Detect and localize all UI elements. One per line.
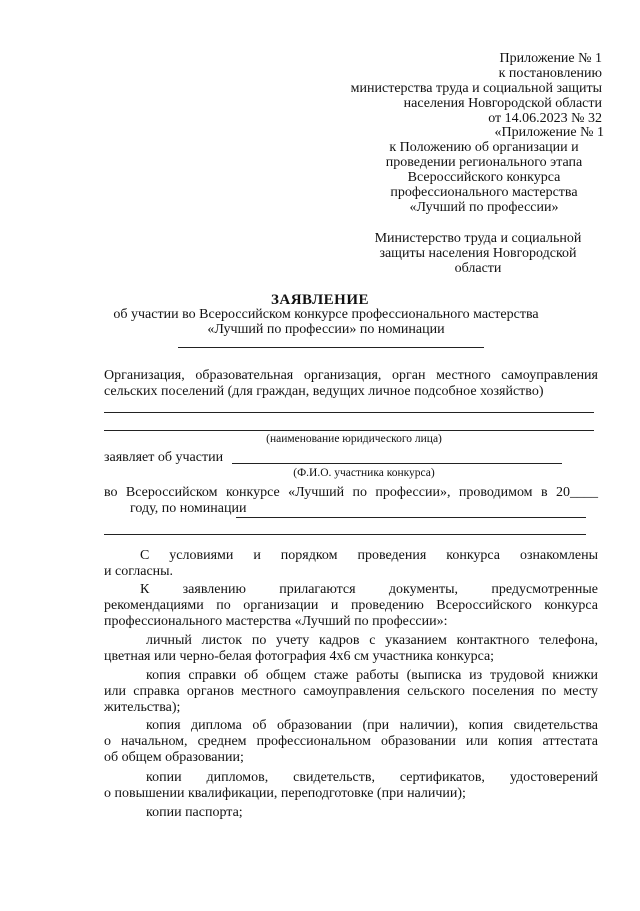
contest-text-2: году, по номинации bbox=[130, 501, 247, 516]
org-line: сельских поселений (для граждан, ведущих личное подсобное хозяйство) bbox=[104, 384, 544, 399]
attachments-intro-3: профессионального мастерства «Лучший по профессии»: bbox=[104, 614, 448, 629]
attachment-item-4 bbox=[146, 770, 598, 786]
organization-text bbox=[104, 368, 598, 384]
item-line: копия справки об общем стаже работы (выписка из трудовой книжки bbox=[146, 668, 598, 683]
attachment-item-5: копии паспорта; bbox=[146, 805, 243, 820]
attachments-line: рекомендациями по организации и проведению Всероссийского конкурса bbox=[104, 598, 598, 613]
item-line: копии дипломов, свидетельств, сертификатов, удостоверений bbox=[146, 770, 598, 785]
regulation-line: «Приложение № 1 bbox=[494, 125, 604, 140]
appendix-line: министерства труда и социальной защиты bbox=[350, 81, 602, 96]
participant-caption: (Ф.И.О. участника конкурса) bbox=[293, 467, 435, 479]
blank-line bbox=[104, 430, 594, 431]
contest-line: во Всероссийском конкурсе «Лучший по профессии», проводимом в 20____ bbox=[104, 485, 598, 500]
document-subtitle bbox=[96, 307, 556, 337]
item-line: или справка органов местного самоуправления сельского поселения по месту bbox=[104, 684, 598, 699]
regulation-line: «Лучший по профессии» bbox=[409, 200, 559, 215]
attachments-intro bbox=[140, 582, 598, 598]
item-line: о начальном, среднем профессиональном образовании или копия аттестата bbox=[104, 734, 598, 749]
attachment-item-1b: цветная или черно-белая фотография 4х6 см участника конкурса; bbox=[104, 649, 495, 664]
blank-line bbox=[104, 412, 594, 413]
subtitle-line: об участии во Всероссийском конкурсе профессионального мастерства bbox=[113, 307, 539, 322]
attachment-item-2 bbox=[146, 668, 598, 684]
addressee-line: Министерство труда и социальной bbox=[374, 231, 582, 246]
nomination-line bbox=[236, 517, 586, 518]
document-title: ЗАЯВЛЕНИЕ bbox=[270, 292, 370, 308]
regulation-line: проведении регионального этапа bbox=[385, 155, 583, 170]
appendix-line: населения Новгородской области bbox=[403, 96, 602, 111]
org-line: Организация, образовательная организация, орган местного самоуправления bbox=[104, 368, 598, 383]
regulation-line: Всероссийского конкурса bbox=[407, 170, 561, 185]
agreement-line: С условиями и порядком проведения конкурса ознакомлены bbox=[140, 548, 598, 563]
subtitle-line: «Лучший по профессии» по номинации bbox=[207, 322, 445, 337]
nomination-blank-line bbox=[178, 347, 484, 348]
regulation-line: профессионального мастерства bbox=[390, 185, 578, 200]
regulation-header bbox=[364, 125, 604, 215]
appendix-line: от 14.06.2023 № 32 bbox=[488, 111, 602, 126]
agreement-text-2: и согласны. bbox=[104, 564, 174, 579]
regulation-line: к Положению об организации и bbox=[389, 140, 579, 155]
attachment-item-3b bbox=[104, 734, 598, 750]
organization-text-2 bbox=[104, 384, 598, 400]
attachments-intro-2 bbox=[104, 598, 598, 614]
addressee-line: области bbox=[454, 261, 502, 276]
declares-label: заявляет об участии bbox=[104, 450, 224, 465]
attachment-item-2b bbox=[104, 684, 598, 700]
legal-entity-caption: (наименование юридического лица) bbox=[266, 433, 442, 445]
contest-text bbox=[104, 485, 598, 501]
appendix-line: к постановлению bbox=[498, 66, 602, 81]
appendix-header bbox=[351, 51, 602, 126]
item-line: копия диплома об образовании (при наличии), копия свидетельства bbox=[146, 718, 598, 733]
agreement-text bbox=[140, 548, 598, 564]
participant-name-line bbox=[232, 463, 562, 464]
attachment-item-3 bbox=[146, 718, 598, 734]
addressee-line: защиты населения Новгородской bbox=[379, 246, 577, 261]
attachment-item-3c: об общем образовании; bbox=[104, 750, 244, 765]
appendix-line: Приложение № 1 bbox=[499, 51, 602, 66]
attachments-line: К заявлению прилагаются документы, предусмотренные bbox=[140, 582, 598, 597]
attachment-item-4b: о повышении квалификации, переподготовке (при наличии); bbox=[104, 786, 466, 801]
addressee-block bbox=[358, 231, 598, 276]
attachment-item-2c: жительства); bbox=[104, 700, 181, 715]
item-line: личный листок по учету кадров с указанием контактного телефона, bbox=[146, 633, 598, 648]
attachment-item-1 bbox=[146, 633, 598, 649]
blank-line bbox=[104, 534, 586, 535]
